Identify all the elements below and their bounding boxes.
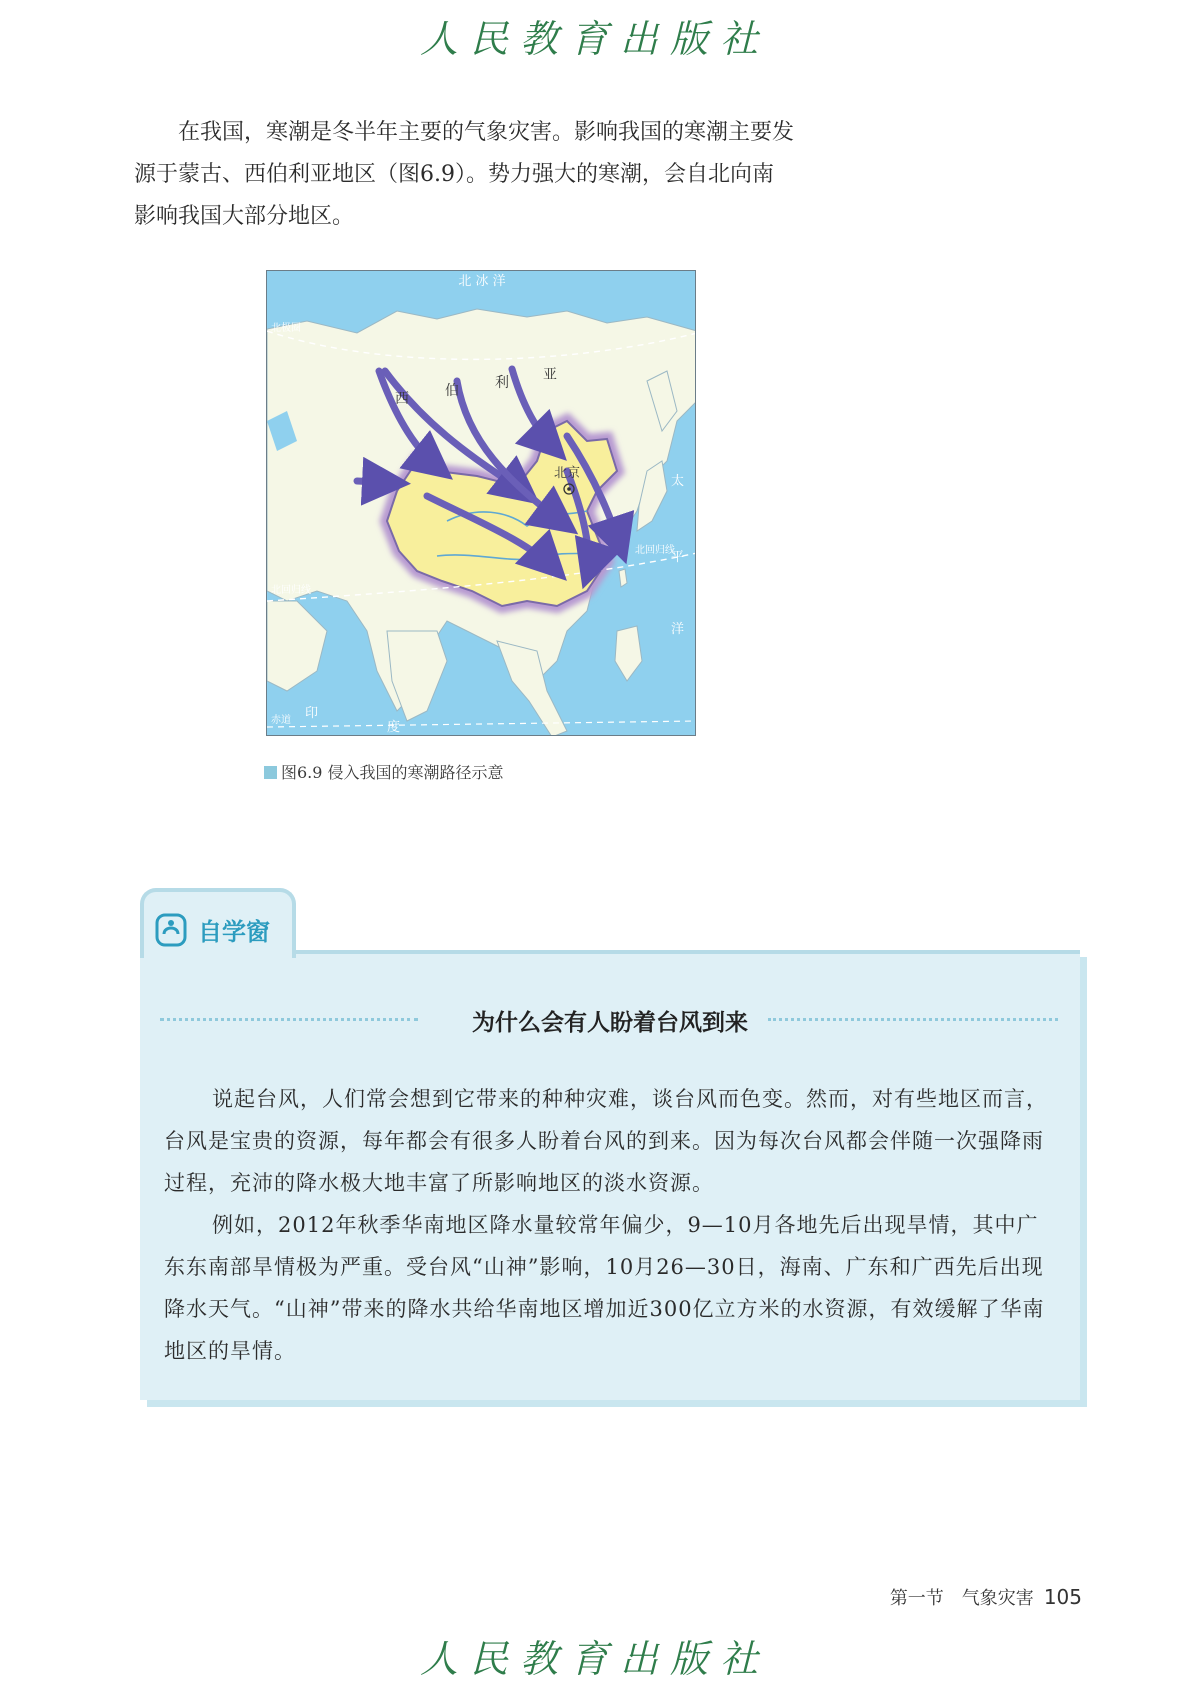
map-label-region-3: 利 — [495, 375, 509, 391]
equator-line — [267, 721, 696, 727]
map-label-region-4: 亚 — [543, 367, 557, 383]
cold-wave-arrow — [357, 481, 397, 483]
map-label-indian-1: 印 — [305, 706, 319, 721]
map-label-arctic: 北 冰 洋 — [458, 274, 506, 289]
figure-caption — [264, 760, 504, 783]
footer-section: 第一节 气象灾害 — [889, 1588, 1034, 1609]
title-divider-right — [768, 1018, 1058, 1021]
sidebar-title: 为什么会有人盼着台风到来 — [472, 1009, 748, 1036]
sidebar-paragraph-2: 例如，2012年秋季华南地区降水量较常年偏少，9—10月各地先后出现旱情，其中广东东南部旱情极为严重。受台风“山神”影响，10月26—30日，海南、广东和广西先后出现降水天气。“山神”带来的降水共给华南地区增加近300亿立方米的水资源，有效缓解了华南地区的旱情。 — [164, 1213, 1045, 1363]
self-study-label: 自学窗 — [198, 918, 270, 946]
map-label-tropic-left: 北回归线 — [271, 585, 311, 596]
cold-wave-map — [266, 270, 696, 736]
map-label-capital: 北京 — [554, 466, 581, 481]
publisher-logo-bottom: 人民教育出版社 — [419, 1637, 770, 1681]
map-label-pacific-1: 太 — [671, 474, 685, 489]
map-label-arctic-circle: 北极圈 — [271, 323, 301, 334]
page-footer — [890, 1584, 1082, 1610]
map-label-region-2: 伯 — [445, 383, 459, 399]
self-study-icon — [154, 912, 188, 948]
map-label-pacific-3: 洋 — [671, 622, 685, 637]
philippines-land — [615, 626, 642, 681]
map-label-pacific-2: 平 — [671, 550, 685, 565]
taiwan-land — [619, 569, 627, 587]
map-label-equator: 赤道 — [271, 715, 291, 726]
map-label-tropic: 北回归线 — [635, 545, 675, 556]
map-label-region-1: 西 — [395, 391, 409, 407]
caption-text: 图6.9 侵入我国的寒潮路径示意 — [281, 763, 504, 782]
intro-paragraph: 在我国，寒潮是冬半年主要的气象灾害。影响我国的寒潮主要发源于蒙古、西伯利亚地区（图6.9）。势力强大的寒潮，会自北向南影响我国大部分地区。 — [134, 120, 795, 229]
arabia-land — [267, 601, 327, 691]
sidebar-paragraph-1: 说起台风，人们常会想到它带来的种种灾难，谈台风而色变。然而，对有些地区而言，台风是宝贵的资源，每年都会有很多人盼着台风的到来。因为每次台风都会伴随一次强降雨过程，充沛的降水极大地丰富了所影响地区的淡水资源。 — [164, 1087, 1048, 1195]
page-number: 105 — [1043, 1585, 1082, 1609]
publisher-logo-top: 人民教育出版社 — [419, 17, 770, 61]
caption-marker — [264, 766, 277, 779]
map-label-indian-2: 度 — [387, 720, 401, 735]
